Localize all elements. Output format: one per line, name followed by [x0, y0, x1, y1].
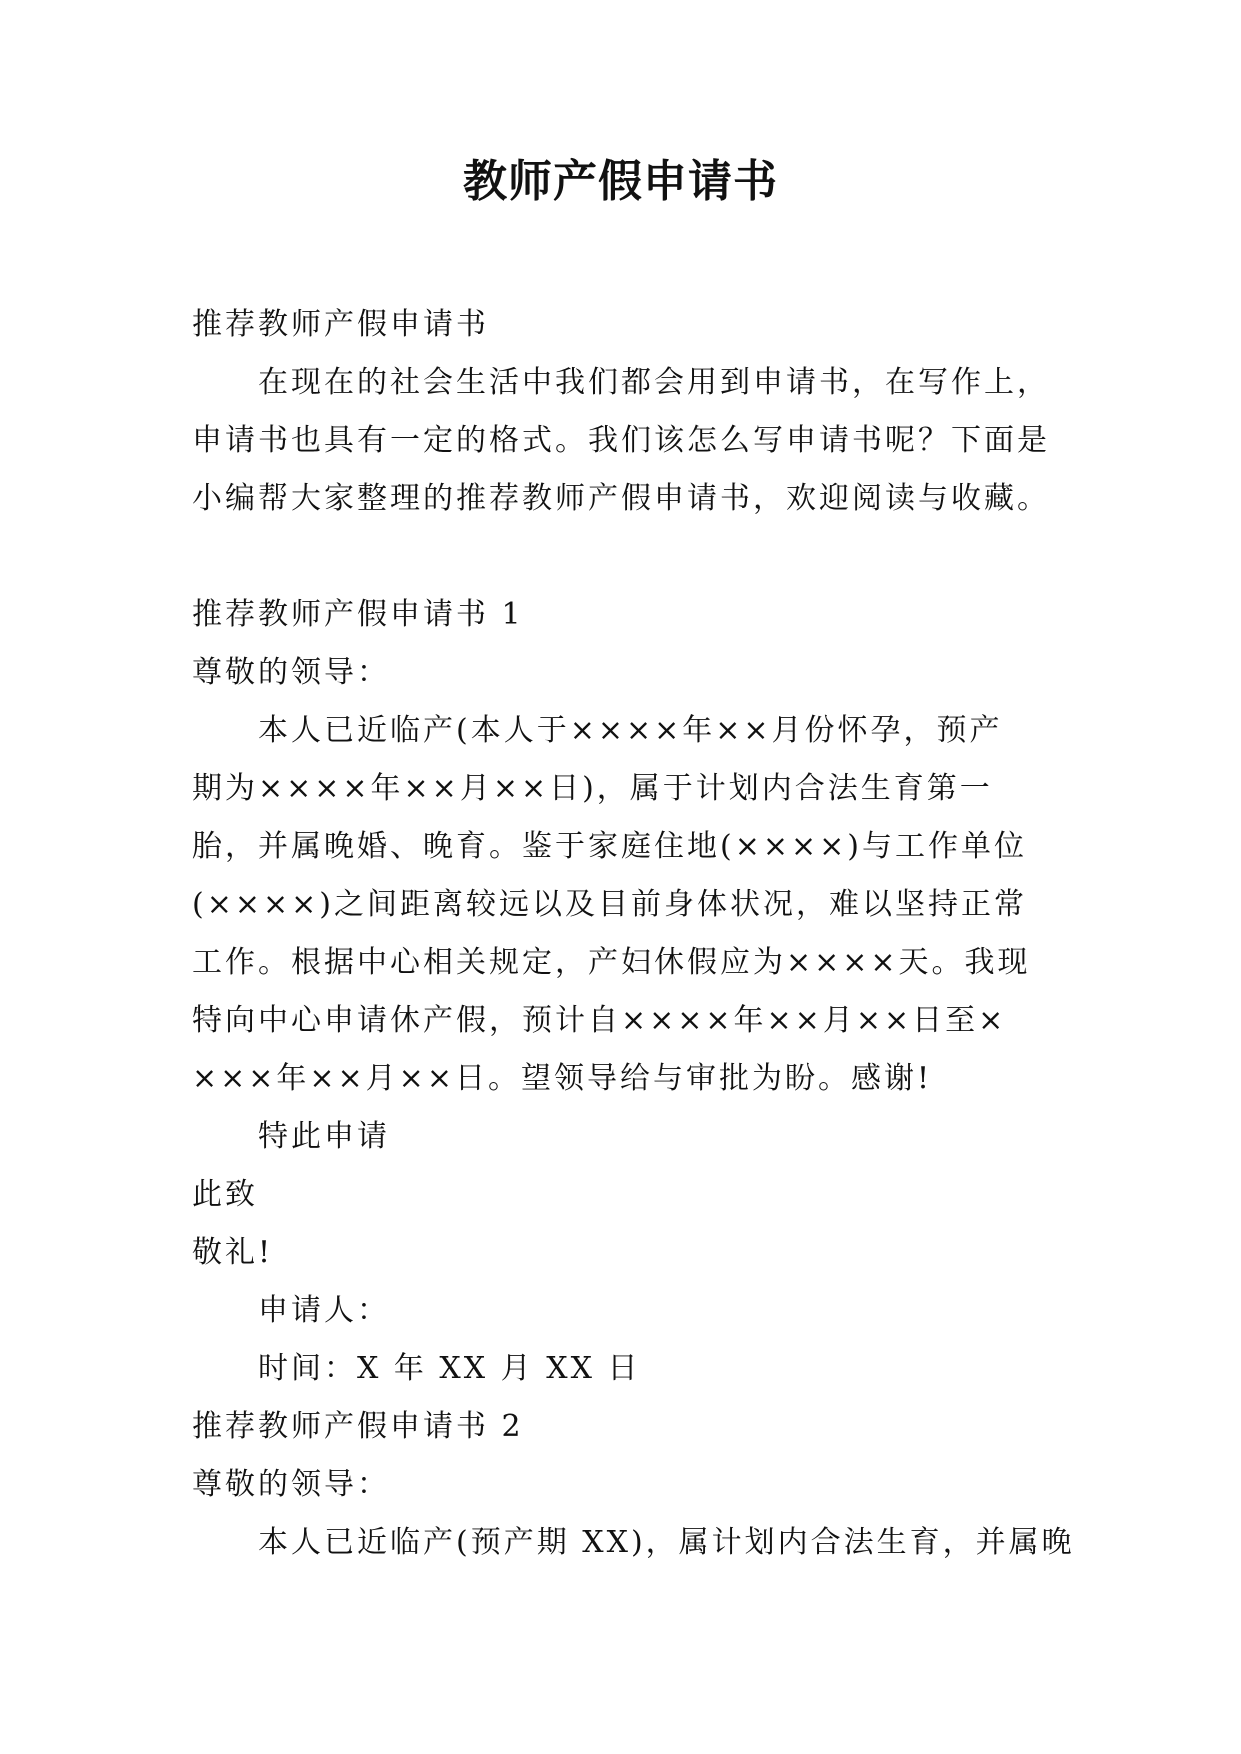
letter1-line-7: ×××年××月××日。望领导给与审批为盼。感谢!	[192, 1061, 933, 1096]
document-body	[192, 296, 1082, 1572]
salutation-2: 尊敬的领导：	[192, 1467, 390, 1502]
section-heading-1: 推荐教师产假申请书 1	[192, 597, 524, 632]
letter1-line-3: 胎，并属晚婚、晚育。鉴于家庭住地(××××)与工作单位	[192, 829, 1027, 864]
section-heading-2: 推荐教师产假申请书 2	[192, 1409, 524, 1444]
subtitle: 推荐教师产假申请书	[192, 307, 489, 342]
letter1-line-2: 期为××××年××月××日)，属于计划内合法生育第一	[192, 771, 993, 806]
paragraph-gap	[192, 528, 1082, 586]
closing-cizhi: 此致	[192, 1177, 258, 1212]
salutation-1: 尊敬的领导：	[192, 655, 390, 690]
letter1-line-6: 特向中心申请休产假，预计自××××年××月××日至×	[192, 1003, 1007, 1038]
letter1-line-1: 本人已近临产(本人于××××年××月份怀孕，预产	[258, 713, 1003, 748]
intro-line-2: 申请书也具有一定的格式。我们该怎么写申请书呢？下面是	[192, 423, 1050, 458]
closing-request: 特此申请	[258, 1119, 390, 1154]
letter1-line-4: (××××)之间距离较远以及目前身体状况，难以坚持正常	[192, 887, 1027, 922]
closing-jingli: 敬礼!	[192, 1235, 274, 1270]
document-title: 教师产假申请书	[463, 156, 778, 207]
date-line: 时间：X 年 XX 月 XX 日	[258, 1351, 641, 1386]
letter1-line-5: 工作。根据中心相关规定，产妇休假应为××××天。我现	[192, 945, 1031, 980]
intro-line-1: 在现在的社会生活中我们都会用到申请书，在写作上，	[258, 365, 1050, 400]
letter2-line-1: 本人已近临产(预产期 XX)，属计划内合法生育，并属晚	[258, 1525, 1075, 1560]
applicant-label: 申请人：	[258, 1293, 390, 1328]
intro-line-3: 小编帮大家整理的推荐教师产假申请书，欢迎阅读与收藏。	[192, 481, 1050, 516]
